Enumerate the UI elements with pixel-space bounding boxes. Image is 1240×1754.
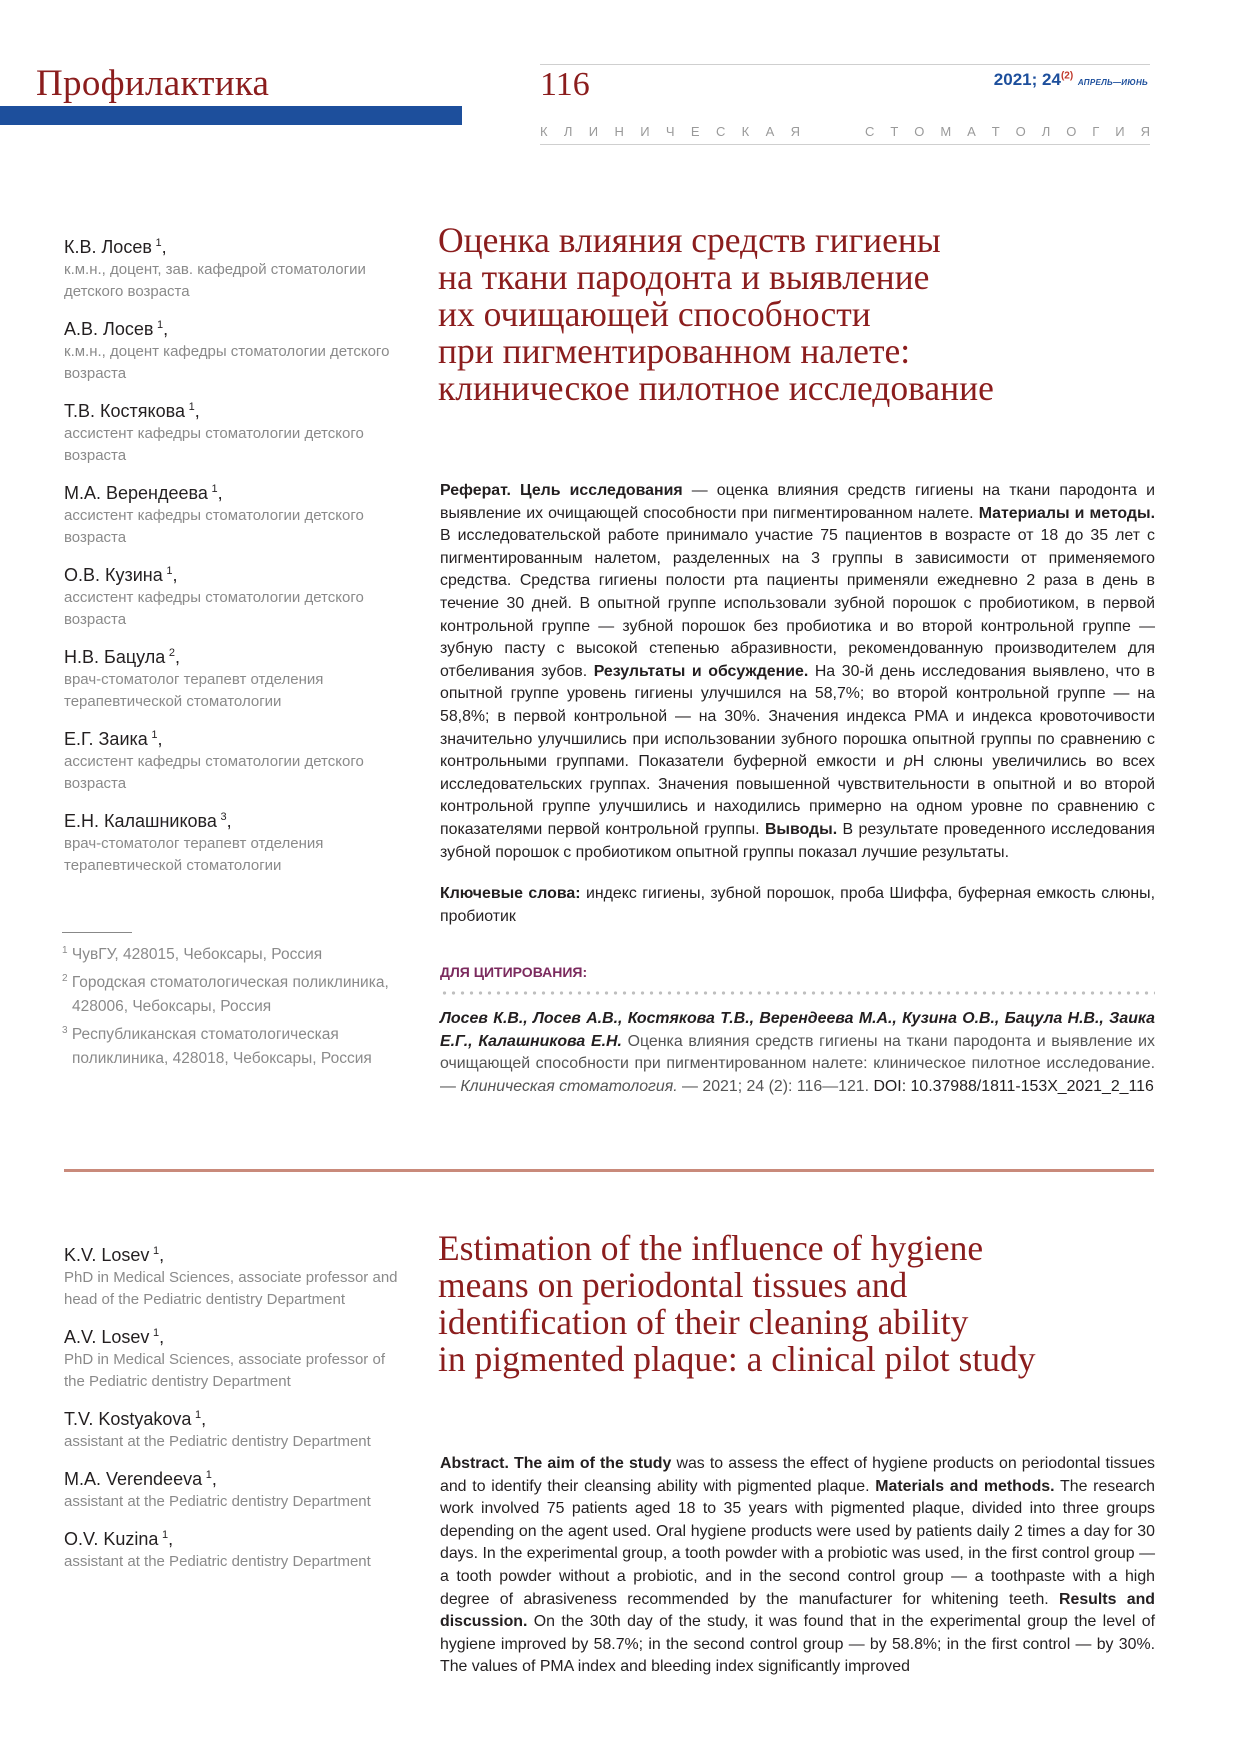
author-position: к.м.н., доцент кафедры стоматологии детского возраста: [64, 343, 390, 382]
author-affiliation-mark: 1: [153, 1245, 160, 1257]
author-name-text: A.V. Losev: [64, 1327, 150, 1347]
author-name: Н.В. Бацула $^2$,: [64, 647, 181, 667]
citation-text: Оценка влияния средств гигиены на ткани пародонта и выявление их очищающей способности при пигментированном налете: клиническое пилотное исследование. —: [440, 1032, 1155, 1095]
issue-months: АПРЕЛЬ—ИЮНЬ: [1077, 78, 1148, 87]
journal-letter: Т: [890, 124, 899, 139]
author-affiliation-mark: 2: [168, 647, 175, 659]
author-affiliation-mark: 1: [188, 401, 195, 413]
journal-letter: Л: [1041, 124, 1051, 139]
author-position: ассистент кафедры стоматологии детского возраста: [64, 753, 364, 792]
author-name-text: Е.Г. Заика: [64, 729, 148, 749]
journal-letter: Н: [614, 124, 624, 139]
title-line: на ткани пародонта и выявление: [438, 257, 930, 297]
authors-ru: [64, 232, 404, 888]
journal-letter: Ч: [665, 124, 675, 139]
author-affiliation-mark: 3: [220, 811, 227, 823]
author-entry: [64, 1524, 404, 1573]
journal-name: [540, 124, 1150, 139]
author-name: Е.Г. Заика $^1$,: [64, 729, 163, 749]
journal-letter: Е: [690, 124, 700, 139]
author-name: M.A. Verendeeva $^1$,: [64, 1469, 217, 1489]
author-affiliation-mark: 1: [162, 1529, 169, 1541]
journal-letter: М: [940, 124, 952, 139]
author-position: ассистент кафедры стоматологии детского возраста: [64, 589, 364, 628]
journal-letter: Л: [563, 124, 573, 139]
author-entry: [64, 232, 404, 303]
journal-letter: С: [865, 124, 875, 139]
title-line: клиническое пилотное исследование: [438, 368, 994, 408]
abstract-en-h3: Results and discussion.: [440, 1590, 1155, 1631]
author-position: к.м.н., доцент, зав. кафедрой стоматологии детского возраста: [64, 261, 366, 300]
journal-letter: К: [540, 124, 548, 139]
journal-letter: И: [1115, 124, 1125, 139]
author-position: врач-стоматолог терапевт отделения терапевтической стоматологии: [64, 671, 324, 710]
author-name: А.В. Лосев $^1$,: [64, 319, 169, 339]
abstract-ru-h2: Материалы и методы.: [978, 504, 1156, 522]
author-name-text: О.В. Кузина: [64, 565, 163, 585]
article-title-ru: [438, 222, 1158, 407]
abstract-ru-h4: Выводы.: [764, 820, 838, 838]
abstract-en-t2: The research work involved 75 patients aged 18 to 35 years with pigmented plaque, divided into three groups depending on the agent used. Oral hygiene products were used by patients daily 2 times a day for 30 days. In the experimental group, a tooth powder with a probiotic was used, in the first control group — a tooth powder without a probiotic, and in the second control group — a toothpaste with a high degree of abrasiveness recommended by the manufacturer for whitening teeth.: [440, 1477, 1156, 1608]
abstract-en-h1: Abstract. The aim of the study: [440, 1455, 672, 1472]
citation-heading: ДЛЯ ЦИТИРОВАНИЯ:: [440, 964, 588, 980]
author-name: К.В. Лосев $^1$,: [64, 237, 167, 257]
author-entry: [64, 560, 404, 631]
author-name-text: Е.Н. Калашникова: [64, 811, 217, 831]
abstract-ru-t3a: На 30-й день исследования выявлено, что в опытной группе уровень гигиены улучшился на 58,7%; во второй контрольной группе — на 58,8%; в первой контрольной — на 30%. Значения индекса PMA и индекса кровоточивости значительно улучшились при использовании зубного порошка опытной группы по сравнению с контрольными группами. Показатели буферной емкости и: [440, 662, 1155, 771]
author-name-text: Т.В. Костякова: [64, 401, 185, 421]
author-position: PhD in Medical Sciences, associate professor and head of the Pediatric dentistry Department: [64, 1269, 398, 1308]
author-name-text: T.V. Kostyakova: [64, 1409, 192, 1429]
journal-letter: К: [741, 124, 750, 139]
author-name-text: O.V. Kuzina: [64, 1529, 159, 1549]
citation-details: — 2021; 24 (2): 116—121.: [677, 1077, 874, 1095]
journal-letter: И: [588, 124, 599, 139]
keywords-label: Ключевые слова:: [440, 885, 581, 902]
abstract-ru-h1: Реферат. Цель исследования: [440, 482, 683, 499]
citation-journal: Клиническая стоматология.: [460, 1077, 678, 1095]
header-rule-top: [540, 64, 1150, 65]
author-affiliation-mark: 1: [205, 1469, 212, 1481]
citation-authors: Лосев К.В., Лосев А.В., Костякова Т.В., Верендеева М.А., Кузина О.В., Бацула Н.В., Заика Е.Г., Калашникова Е.Н.: [440, 1010, 1155, 1050]
affiliation-note: [62, 1019, 402, 1071]
affiliation-notes: [62, 932, 402, 1071]
author-entry: [64, 724, 404, 795]
abstract-ru-h3: Результаты и обсуждение.: [593, 662, 809, 680]
journal-letter: А: [765, 124, 775, 139]
author-position: ассистент кафедры стоматологии детского возраста: [64, 507, 364, 546]
author-affiliation-mark: 1: [195, 1409, 202, 1421]
abstract-ru-t4: В результате проведенного исследования зубной порошок с пробиотиком опытной группы показал лучшие результаты.: [440, 820, 1155, 861]
author-affiliation-mark: 1: [211, 483, 218, 495]
author-affiliation-mark: 1: [166, 565, 173, 577]
title-line: in pigmented plaque: a clinical pilot study: [438, 1339, 1036, 1379]
journal-letter: С: [715, 124, 726, 139]
author-name-text: М.А. Верендеева: [64, 483, 208, 503]
header-rule-bottom: [540, 144, 1150, 145]
note-text: ЧувГУ, 428015, Чебоксары, Россия: [71, 946, 323, 964]
author-entry: [64, 1322, 404, 1393]
abstract-en-t1: was to assess the effect of hygiene products on periodontal tissues and to identify their cleansing ability with pigmented plaque.: [440, 1455, 1155, 1495]
author-position: ассистент кафедры стоматологии детского возраста: [64, 425, 364, 464]
affiliation-note: [62, 939, 402, 967]
author-affiliation-mark: 1: [157, 319, 164, 331]
title-line: identification of their cleaning ability: [438, 1302, 969, 1342]
citation: [440, 1008, 1155, 1098]
author-affiliation-mark: 1: [155, 237, 162, 249]
author-position: assistant at the Pediatric dentistry Department: [64, 1433, 371, 1450]
journal-letter: И: [640, 124, 650, 139]
abstract-ru-t1: — оценка влияния средств гигиены на ткани пародонта и выявление их очищающей способности при пигментированном налете.: [440, 482, 1156, 522]
author-position: assistant at the Pediatric dentistry Department: [64, 1493, 371, 1510]
journal-letter: Я: [790, 124, 800, 139]
author-name: O.V. Kuzina $^1$,: [64, 1529, 174, 1549]
author-position: assistant at the Pediatric dentistry Department: [64, 1553, 371, 1570]
author-name-text: M.A. Verendeeva: [64, 1469, 203, 1489]
keywords-text: индекс гигиены, зубной порошок, проба Шиффа, буферная емкость слюны, пробиотик: [440, 885, 1155, 925]
note-mark: 2: [62, 973, 68, 985]
notes-rule: [62, 932, 132, 933]
abstract-en: [440, 1453, 1155, 1679]
citation-doi: DOI: 10.37988/1811-153X_2021_2_116: [873, 1077, 1154, 1095]
abstract-ru-t3b: H слюны увеличились во всех исследовательских группах. Значения повышенной чувствительности в опытной и во второй контрольной группе улучшились и находились примерно на одном уровне по сравнению с показателями первой контрольной группы.: [440, 753, 1155, 838]
journal-word-2: [865, 124, 1150, 139]
author-entry: [64, 1404, 404, 1453]
journal-letter: Г: [1092, 124, 1100, 139]
affiliation-note: [62, 967, 402, 1019]
journal-letter: Т: [991, 124, 1000, 139]
section-title: Профилактика: [36, 63, 270, 104]
author-entry: [64, 314, 404, 385]
keywords-ru: [440, 882, 1155, 928]
author-name-text: К.В. Лосев: [64, 237, 152, 257]
author-name: Т.В. Костякова $^1$,: [64, 401, 200, 421]
note-mark: 3: [62, 1025, 68, 1037]
journal-word-1: [540, 124, 800, 139]
author-name-text: Н.В. Бацула: [64, 647, 166, 667]
abstract-en-t3: On the 30th day of the study, it was found that in the experimental group the level of hygiene improved by 58.7%; in the second control group — by 58.8%; in the first control — by 30%. The values of PMA index and bleeding index significantly improved: [440, 1613, 1155, 1676]
page-number: 116: [540, 66, 590, 103]
issue-number: (2): [1060, 70, 1074, 82]
journal-letter: О: [914, 124, 925, 139]
journal-letter: А: [967, 124, 976, 139]
author-name-text: K.V. Losev: [64, 1245, 150, 1265]
abstract-ru-t2: В исследовательской работе принимало участие 75 пациентов в возрасте от 18 до 35 лет с пигментированным налетом, разделенных на 3 группы в зависимости от применяемого средства. Средства гигиены полости рта пациенты применяли ежедневно 2 раза в день в течение 30 дней. В опытной группе использовали зубной порошок с пробиотиком, в первой контрольной группе — зубной порошок без пробиотика и во второй контрольной группе — зубную пасту с высокой степенью абразивности, рекомендованную производителем для отбеливания зубов.: [440, 527, 1155, 680]
author-entry: [64, 1240, 404, 1311]
note-mark: 1: [62, 945, 68, 956]
title-line: их очищающей способности: [438, 294, 871, 334]
author-entry: [64, 642, 404, 713]
author-name: Е.Н. Калашникова $^3$,: [64, 811, 232, 831]
author-name: М.А. Верендеева $^1$,: [64, 483, 223, 503]
author-entry: [64, 396, 404, 467]
note-text: Городская стоматологическая поликлиника, 428006, Чебоксары, Россия: [71, 974, 389, 1016]
language-separator: [64, 1169, 1154, 1172]
author-affiliation-mark: 1: [153, 1327, 160, 1339]
author-entry: [64, 478, 404, 549]
author-name: T.V. Kostyakova $^1$,: [64, 1409, 207, 1429]
author-name: K.V. Losev $^1$,: [64, 1245, 165, 1265]
citation-dotted-rule: [440, 990, 1155, 996]
issue-info: [994, 70, 1148, 90]
journal-letter: Я: [1140, 124, 1150, 139]
note-text: Республиканская стоматологическая поликлиника, 428018, Чебоксары, Россия: [71, 1026, 372, 1068]
issue-year: 2021;: [993, 70, 1038, 89]
section-bar: [0, 106, 462, 125]
abstract-ru: [440, 480, 1155, 864]
author-entry: [64, 1464, 404, 1513]
author-affiliation-mark: 1: [151, 729, 158, 741]
authors-en: [64, 1240, 404, 1584]
author-name: О.В. Кузина $^1$,: [64, 565, 178, 585]
abstract-ru-ph: p: [903, 753, 913, 771]
abstract-en-h2: Materials and methods.: [875, 1477, 1055, 1495]
author-name: A.V. Losev $^1$,: [64, 1327, 165, 1347]
issue-volume: 24: [1042, 70, 1061, 89]
journal-letter: О: [1066, 124, 1077, 139]
article-title-en: [438, 1230, 1158, 1378]
title-line: при пигментированном налете:: [438, 331, 911, 371]
title-line: Estimation of the influence of hygiene: [438, 1228, 984, 1268]
author-entry: [64, 806, 404, 877]
title-line: Оценка влияния средств гигиены: [438, 220, 941, 260]
author-position: PhD in Medical Sciences, associate professor of the Pediatric dentistry Department: [64, 1351, 385, 1390]
title-line: means on periodontal tissues and: [438, 1265, 908, 1305]
author-position: врач-стоматолог терапевт отделения терапевтической стоматологии: [64, 835, 324, 874]
author-name-text: А.В. Лосев: [64, 319, 154, 339]
journal-letter: О: [1015, 124, 1026, 139]
